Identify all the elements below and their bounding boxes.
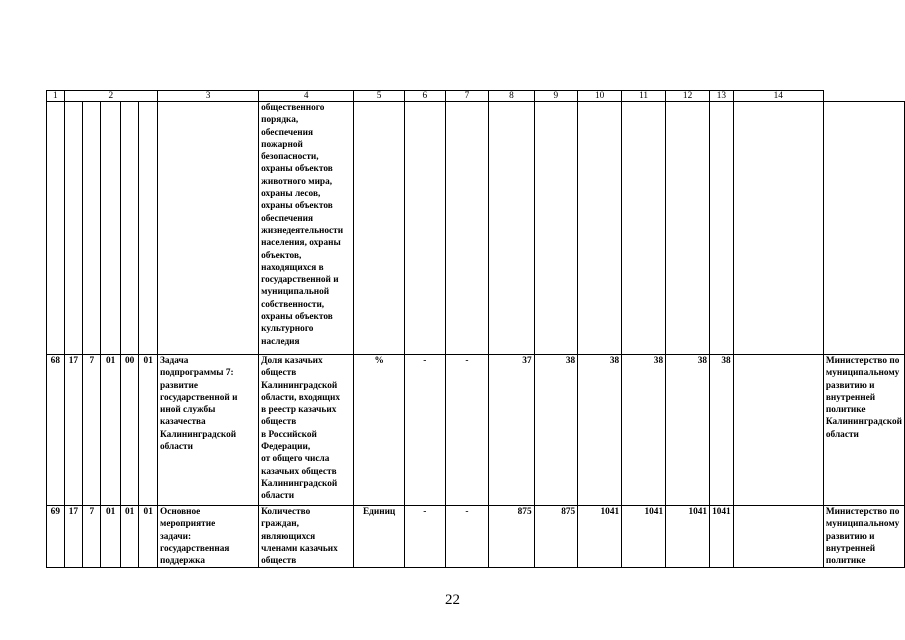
indicator-cell: Количество граждан, являющихся членами казачьих обществ <box>259 506 354 568</box>
responsible-cell: Министерство по муниципальному развитию и внутренней политике <box>823 506 904 568</box>
code-cell: 00 <box>120 355 139 506</box>
value-cell: 875 <box>534 506 578 568</box>
value-cell: - <box>404 506 445 568</box>
value-cell: - <box>445 355 488 506</box>
code-cell: 17 <box>64 355 83 506</box>
table-row <box>47 355 905 506</box>
value-cell: 1041 <box>710 506 734 568</box>
header-cell: 8 <box>489 91 534 102</box>
header-cell: 10 <box>578 91 622 102</box>
page-number: 22 <box>445 592 460 608</box>
value-cell: 38 <box>710 355 734 506</box>
value-cell: 37 <box>489 355 534 506</box>
value-cell: 38 <box>666 355 710 506</box>
header-cell: 5 <box>354 91 405 102</box>
value-cell: 38 <box>622 355 666 506</box>
header-cell: 12 <box>666 91 710 102</box>
code-cell: 01 <box>101 355 120 506</box>
table-row <box>47 506 905 568</box>
indicator-cell: Доля казачьих обществ Калининградской области, входящих в реестр казачьих обществ в Российской Федерации, от общего числа казачьих обществ Калининградской области <box>259 355 354 506</box>
value-cell: 1041 <box>578 506 622 568</box>
code-cell: 7 <box>83 506 101 568</box>
task-title-cell: Основное мероприятие задачи: государственная поддержка <box>157 506 258 568</box>
header-cell: 13 <box>710 91 734 102</box>
indicator-cell: общественного порядка, обеспечения пожарной безопасности, охраны объектов животного мира, охраны лесов, охраны объектов обеспечения жизнедеятельности населения, охраны объектов, находящихся в государственной и муниципальной собственности, охраны объектов культурного наследия <box>259 102 354 355</box>
header-cell: 11 <box>622 91 666 102</box>
header-cell: 7 <box>445 91 488 102</box>
value-cell: 38 <box>578 355 622 506</box>
header-cell: 2 <box>64 91 157 102</box>
value-cell: 1041 <box>666 506 710 568</box>
row-number: 69 <box>47 506 65 568</box>
value-cell: 1041 <box>622 506 666 568</box>
code-cell: 17 <box>64 506 83 568</box>
header-cell: 9 <box>534 91 578 102</box>
code-cell: 7 <box>83 355 101 506</box>
code-cell: 01 <box>101 506 120 568</box>
header-cell: 14 <box>733 91 823 102</box>
value-cell: - <box>404 355 445 506</box>
code-cell: 01 <box>139 355 158 506</box>
value-cell: - <box>445 506 488 568</box>
header-cell: 6 <box>404 91 445 102</box>
unit-cell: % <box>354 355 405 506</box>
code-cell: 01 <box>120 506 139 568</box>
header-cell: 1 <box>47 91 65 102</box>
value-cell: 38 <box>534 355 578 506</box>
unit-cell: Единиц <box>354 506 405 568</box>
task-title-cell: Задача подпрограммы 7: развитие государственной и иной службы казачества Калининградской области <box>157 355 258 506</box>
row-number: 68 <box>47 355 65 506</box>
value-cell: 875 <box>489 506 534 568</box>
header-cell: 3 <box>157 91 258 102</box>
responsible-cell: Министерство по муниципальному развитию и внутренней политике Калининградской области <box>823 355 904 506</box>
header-cell: 4 <box>259 91 354 102</box>
code-cell: 01 <box>139 506 158 568</box>
column-number-row <box>47 91 905 102</box>
indicators-table <box>46 90 905 568</box>
table-row <box>47 102 905 355</box>
